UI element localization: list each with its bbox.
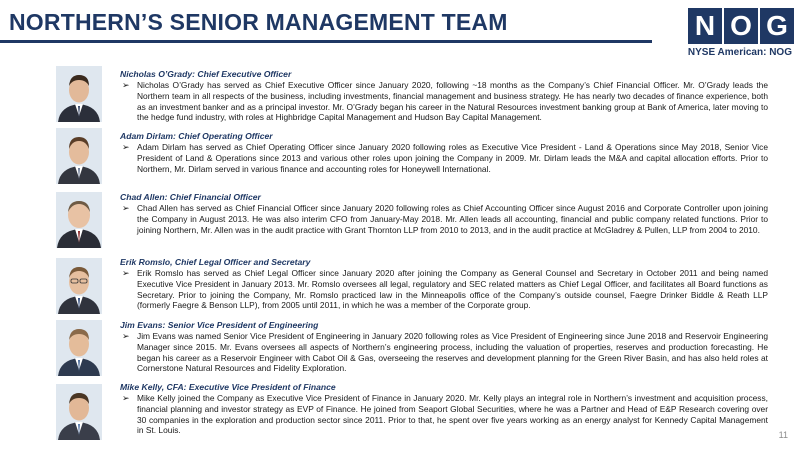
exec-section-evp-finance [120,382,768,436]
person-photo [56,258,102,314]
arrow-bullet-icon: ➢ [122,268,130,278]
ticker-label: NYSE American: NOG [687,47,792,58]
logo-letter-g: G [760,8,794,44]
page-number: 11 [778,430,788,440]
person-photo [56,192,102,248]
title-underline [0,40,652,43]
exec-bio-text: Erik Romslo has served as Chief Legal Officer since January 2020 after joining the Company as General Counsel and Secretary in October 2011 and being named Executive Vice President in January 2013. Mr. Romslo oversees all legal, regulatory and SEC related matters as Chief Legal Officer, and facilitates all Board functions as Secretary. Prior to joining the Company, Mr. Romslo practiced law in the Minneapolis office of the Company’s outside counsel, Faegre Drinker Biddle & Reath LLP (formerly Faegre & Benson LLP), from 2005 until 2011, in which he was a member of the Corporate group. [137,268,768,311]
exec-bio [120,203,768,235]
exec-section-coo [120,131,768,174]
arrow-bullet-icon: ➢ [122,393,130,403]
arrow-bullet-icon: ➢ [122,331,130,341]
arrow-bullet-icon: ➢ [122,80,130,90]
page-title: NORTHERN’S SENIOR MANAGEMENT TEAM [9,9,508,35]
exec-section-ceo [120,69,768,123]
photo-adam-dirlam [56,128,102,184]
person-photo [56,66,102,122]
exec-bio-text: Mike Kelly joined the Company as Executive Vice President of Finance in January 2020. Mr. Kelly plays an integral role in Northern’s investment and acquisition process, financial planning and investor strategy as EVP of Finance. He joined from Seaport Global Securities, where he was a Partner and Head of E&P Research covering over 30 companies in the exploration and production sector since 2011. Prior to that, he spent over five years working as an energy analyst for Kennedy Capital Management in St. Louis. [137,393,768,436]
arrow-bullet-icon: ➢ [122,203,130,213]
exec-role-title: Mike Kelly, CFA: Executive Vice President of Finance [120,382,336,392]
photo-chad-allen [56,192,102,248]
nog-logo [688,8,794,44]
exec-bio-text: Nicholas O’Grady has served as Chief Executive Officer since January 2020, following ~18 months as the Company’s Chief Financial Officer. Mr. O’Grady leads the Northern team in all respects of the business, including investments, financial management and business strategy. He has nearly two decades of finance experience, both as an investment banker and as a principal investor. Mr. O’Grady began his career in the Natural Resources investment banking group at Bank of America, later moving to the hedge fund industry, with roles at Highbridge Capital Management and Hudson Bay Capital Management. [137,80,768,123]
exec-bio-text: Jim Evans was named Senior Vice President of Engineering in January 2020 following roles as Vice President of Engineering since June 2018 and Reservoir Engineering Manager since 2015. Mr. Evans oversees all aspects of Northern’s engineering process, including the valuation of properties, reserves and production forecasting. He began his career as a Reservoir Engineer with Cabot Oil & Gas, overseeing the reserves and development planning for the Green River Basin, and has also held roles at Cornerstone Natural Resources and Fidelity Exploration. [137,331,768,374]
person-photo [56,384,102,440]
arrow-bullet-icon: ➢ [122,142,130,152]
exec-role-title: Adam Dirlam: Chief Operating Officer [120,131,273,141]
person-photo [56,320,102,376]
logo-letter-n: N [688,8,722,44]
exec-role-title: Jim Evans: Senior Vice President of Engineering [120,320,319,330]
photo-mike-kelly [56,384,102,440]
exec-role-title: Nicholas O’Grady: Chief Executive Officer [120,69,292,79]
exec-bio [120,331,768,374]
exec-bio [120,268,768,311]
exec-section-clo [120,257,768,311]
photo-nicholas-ogrady [56,66,102,122]
exec-bio-text: Adam Dirlam has served as Chief Operating Officer since January 2020 following roles as Executive Vice President - Land & Operations since May 2018, Senior Vice President of Land & Operations since 2013 and various other roles upon joining the Company in 2009. Mr. Dirlam leads the M&A and capital allocation efforts. Prior to Northern, Mr. Dirlam served in various finance and accounting roles for Honeywell International. [137,142,768,174]
photo-erik-romslo [56,258,102,314]
exec-bio [120,142,768,174]
exec-bio-text: Chad Allen has served as Chief Financial Officer since January 2020 following roles as Chief Accounting Officer since August 2016 and Corporate Controller upon joining the Company in August 2013. He was also interim CFO from January-May 2018. Mr. Allen leads all accounting, financial and public company related functions. Prior to joining Northern, Mr. Allen was in the audit practice with Grant Thornton LLP from 2010 to 2013, and in the audit practice at McGladrey & Pullen, LLP from 2004 to 2010. [137,203,768,235]
exec-section-cfo [120,192,768,235]
logo-letter-o: O [724,8,758,44]
exec-role-title: Erik Romslo, Chief Legal Officer and Secretary [120,257,311,267]
exec-role-title: Chad Allen: Chief Financial Officer [120,192,261,202]
person-photo [56,128,102,184]
photo-jim-evans [56,320,102,376]
exec-section-svp-engineering [120,320,768,374]
exec-bio [120,80,768,123]
exec-bio [120,393,768,436]
